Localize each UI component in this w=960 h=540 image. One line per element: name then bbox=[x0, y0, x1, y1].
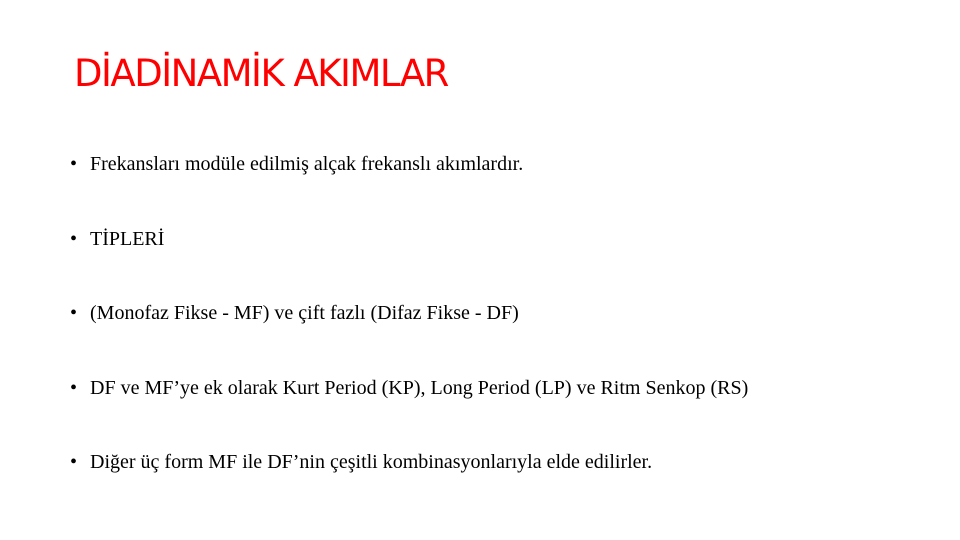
bullet-dot: • bbox=[70, 376, 78, 399]
bullet-list bbox=[70, 146, 748, 519]
bullet-text: DF ve MF’ye ek olarak Kurt Period (KP), Long Period (LP) ve Ritm Senkop (RS) bbox=[90, 376, 749, 399]
bullet-text: Diğer üç form MF ile DF’nin çeşitli kombinasyonlarıyla elde edilirler. bbox=[90, 451, 653, 473]
bullet-dot: • bbox=[70, 227, 78, 250]
bullet-dot: • bbox=[70, 302, 78, 324]
bullet-text: Frekansları modüle edilmiş alçak frekanslı akımlardır. bbox=[90, 153, 524, 175]
bullet-text: TİPLERİ bbox=[90, 227, 165, 250]
slide-title: DİADİNAMİK AKIMLAR bbox=[74, 52, 448, 95]
list-item bbox=[70, 221, 748, 258]
bullet-dot: • bbox=[70, 451, 78, 473]
list-item bbox=[70, 370, 748, 407]
list-item bbox=[70, 146, 748, 183]
list-item bbox=[70, 295, 748, 332]
list-item bbox=[70, 444, 748, 481]
bullet-text: (Monofaz Fikse - MF) ve çift fazlı (Difaz Fikse - DF) bbox=[90, 302, 519, 324]
bullet-dot: • bbox=[70, 153, 78, 175]
